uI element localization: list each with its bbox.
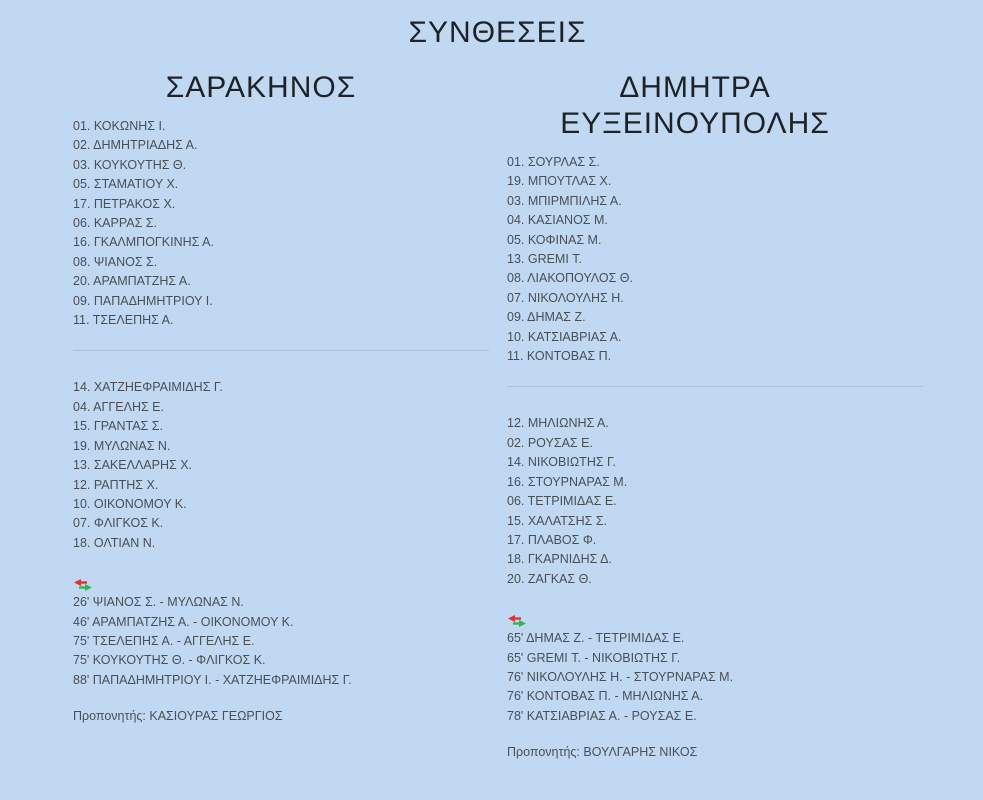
list-item: 01. ΣΟΥΡΛΑΣ Σ. <box>507 155 600 169</box>
list-item: 19. ΜΠΟΥΤΛΑΣ Χ. <box>507 174 612 189</box>
list-item: 08. ΛΙΑΚΟΠΟΥΛΟΣ Θ. <box>507 271 633 286</box>
away-team-name-line2: ΕΥΞΕΙΝΟΥΠΟΛΗΣ <box>560 107 830 140</box>
away-bench-list <box>507 414 923 589</box>
list-item: 16. ΓΚΑΛΜΠΟΓΚΙΝΗΣ Α. <box>73 235 214 250</box>
list-item: 14. ΧΑΤΖΗΕΦΡΑΙΜΙΔΗΣ Γ. <box>73 380 223 395</box>
list-item: 01. ΚΟΚΩΝΗΣ Ι. <box>73 119 166 133</box>
away-team-lineup <box>507 70 923 763</box>
list-item: 12. ΜΗΛΙΩΝΗΣ Α. <box>507 416 609 431</box>
away-substitutions-list <box>507 629 923 726</box>
list-item: 75' ΚΟΥΚΟΥΤΗΣ Θ. - ΦΛΙΓΚΟΣ Κ. <box>73 653 266 668</box>
list-item: 76' ΝΙΚΟΛΟΥΛΗΣ Η. - ΣΤΟΥΡΝΑΡΑΣ Μ. <box>507 669 734 684</box>
list-item: 04. ΚΑΣΙΑΝΟΣ Μ. <box>507 213 608 228</box>
list-item: 65' ΔΗΜΑΣ Ζ. - ΤΕΤΡΙΜΙΔΑΣ Ε. <box>507 631 685 646</box>
list-item: 05. ΚΟΦΙΝΑΣ Μ. <box>507 232 602 247</box>
list-item: 04. ΑΓΓΕΛΗΣ Ε. <box>73 399 164 414</box>
home-substitutions-list <box>73 593 489 690</box>
home-bench-list <box>73 378 489 553</box>
list-item: 17. ΠΕΤΡΑΚΟΣ Χ. <box>73 196 176 211</box>
list-item: 11. ΚΟΝΤΟΒΑΣ Π. <box>507 349 612 364</box>
list-item: 18. ΟΛΤΙΑΝ Ν. <box>73 535 156 550</box>
list-item: 14. ΝΙΚΟΒΙΩΤΗΣ Γ. <box>507 455 617 470</box>
section-divider <box>507 386 923 387</box>
list-item: 13. GREMI Τ. <box>507 252 583 267</box>
list-item: 65' GREMI Τ. - ΝΙΚΟΒΙΩΤΗΣ Γ. <box>507 650 681 665</box>
list-item: 46' ΑΡΑΜΠΑΤΖΗΣ Α. - ΟΙΚΟΝΟΜΟΥ Κ. <box>73 614 294 629</box>
list-item: 05. ΣΤΑΜΑΤΙΟΥ Χ. <box>73 177 179 192</box>
away-team-name <box>487 70 903 142</box>
page-title: ΣΥΝΘΕΣΕΙΣ <box>408 16 587 49</box>
substitution-arrows-icon <box>507 614 529 628</box>
list-item: 02. ΔΗΜΗΤΡΙΑΔΗΣ Α. <box>73 138 198 153</box>
home-team-name: ΣΑΡΑΚΗΝΟΣ <box>165 71 357 104</box>
list-item: 02. ΡΟΥΣΑΣ Ε. <box>507 435 593 450</box>
home-team-lineup <box>73 70 489 727</box>
list-item: 15. ΧΑΛΑΤΣΗΣ Σ. <box>507 513 608 528</box>
list-item: 06. ΤΕΤΡΙΜΙΔΑΣ Ε. <box>507 494 617 509</box>
list-item: 07. ΦΛΙΓΚΟΣ Κ. <box>73 516 164 531</box>
list-item: 26' ΨΙΑΝΟΣ Σ. - ΜΥΛΩΝΑΣ Ν. <box>73 595 244 610</box>
list-item: 88' ΠΑΠΑΔΗΜΗΤΡΙΟΥ Ι. - ΧΑΤΖΗΕΦΡΑΙΜΙΔΗΣ Γ. <box>73 672 352 687</box>
away-starters-list <box>507 153 923 366</box>
list-item: 20. ΖΑΓΚΑΣ Θ. <box>507 571 592 586</box>
list-item: 19. ΜΥΛΩΝΑΣ Ν. <box>73 438 171 453</box>
list-item: 09. ΠΑΠΑΔΗΜΗΤΡΙΟΥ Ι. <box>73 293 213 308</box>
list-item: 75' ΤΣΕΛΕΠΗΣ Α. - ΑΓΓΕΛΗΣ Ε. <box>73 633 255 648</box>
list-item: 03. ΜΠΙΡΜΠΙΛΗΣ Α. <box>507 193 622 208</box>
list-item: 17. ΠΛΑΒΟΣ Φ. <box>507 532 597 547</box>
list-item: 16. ΣΤΟΥΡΝΑΡΑΣ Μ. <box>507 474 628 489</box>
list-item: 10. ΟΙΚΟΝΟΜΟΥ Κ. <box>73 496 187 511</box>
section-divider <box>73 350 489 351</box>
list-item: 08. ΨΙΑΝΟΣ Σ. <box>73 254 158 269</box>
list-item: 12. ΡΑΠΤΗΣ Χ. <box>73 477 159 492</box>
list-item: 18. ΓΚΑΡΝΙΔΗΣ Δ. <box>507 552 612 567</box>
substitution-arrows-icon <box>73 578 95 592</box>
away-team-name-line1: ΔΗΜΗΤΡΑ <box>619 71 771 104</box>
list-item: 76' ΚΟΝΤΟΒΑΣ Π. - ΜΗΛΙΩΝΗΣ Α. <box>507 689 704 704</box>
list-item: 20. ΑΡΑΜΠΑΤΖΗΣ Α. <box>73 274 191 289</box>
list-item: 09. ΔΗΜΑΣ Ζ. <box>507 310 586 325</box>
list-item: 03. ΚΟΥΚΟΥΤΗΣ Θ. <box>73 157 187 172</box>
list-item: 15. ΓΡΑΝΤΑΣ Σ. <box>73 419 163 434</box>
home-starters-list <box>73 117 489 330</box>
list-item: 10. ΚΑΤΣΙΑΒΡΙΑΣ Α. <box>507 329 622 344</box>
list-item: 13. ΣΑΚΕΛΛΑΡΗΣ Χ. <box>73 458 193 473</box>
list-item: 11. ΤΣΕΛΕΠΗΣ Α. <box>73 313 174 328</box>
list-item: 07. ΝΙΚΟΛΟΥΛΗΣ Η. <box>507 290 624 305</box>
away-coach: Προπονητής: ΒΟΥΛΓΑΡΗΣ ΝΙΚΟΣ <box>507 745 698 760</box>
list-item: 06. ΚΑΡΡΑΣ Σ. <box>73 216 158 231</box>
list-item: 78' ΚΑΤΣΙΑΒΡΙΑΣ Α. - ΡΟΥΣΑΣ Ε. <box>507 708 697 723</box>
home-coach: Προπονητής: ΚΑΣΙΟΥΡΑΣ ΓΕΩΡΓΙΟΣ <box>73 709 283 724</box>
